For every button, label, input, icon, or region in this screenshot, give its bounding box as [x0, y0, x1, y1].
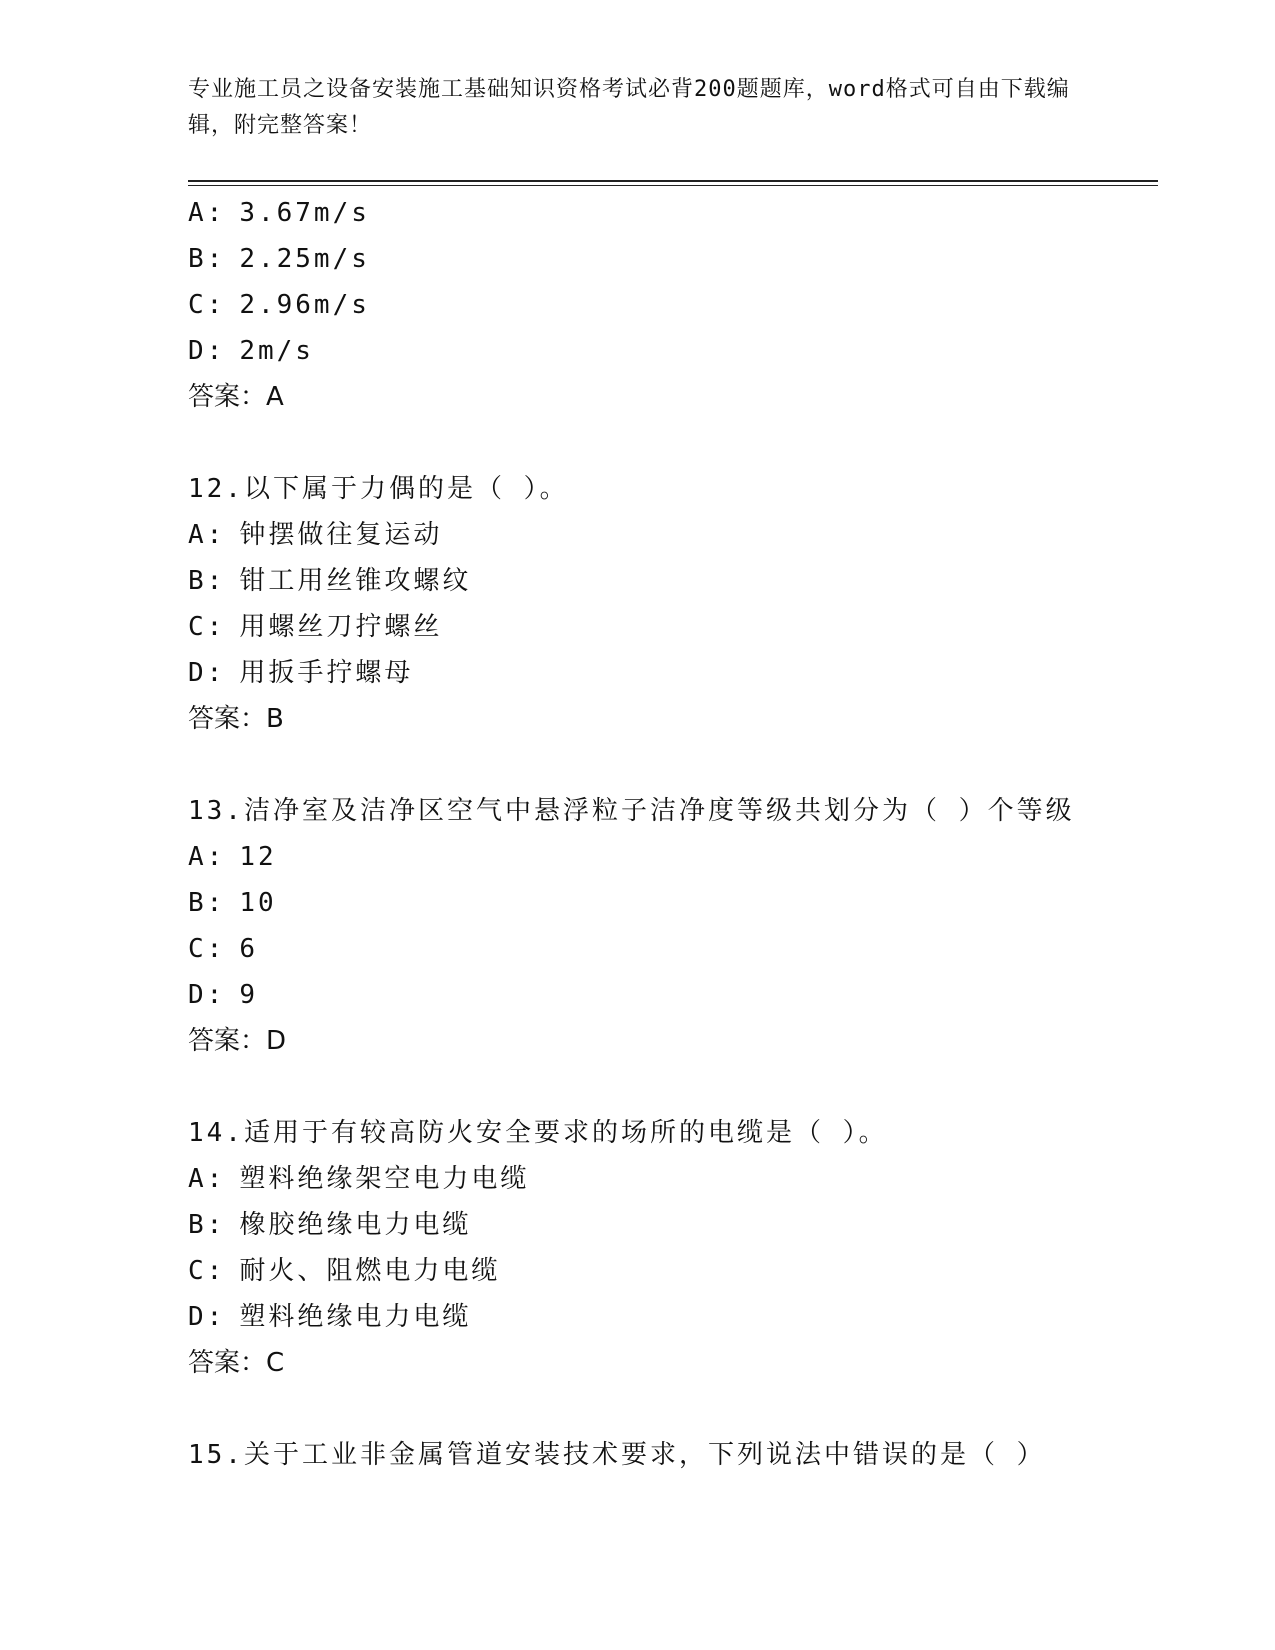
question-11 — [188, 190, 1158, 420]
header-divider — [188, 180, 1158, 182]
option-a: A: 塑料绝缘架空电力电缆 — [188, 1164, 530, 1194]
question-12 — [188, 466, 1158, 742]
answer-label: 答案：B — [188, 704, 284, 734]
answer-label: 答案：D — [188, 1026, 287, 1056]
option-c: C: 2.96m/s — [188, 290, 370, 320]
option-a: A: 3.67m/s — [188, 198, 370, 228]
option-b: B: 2.25m/s — [188, 244, 370, 274]
option-a: A: 钟摆做往复运动 — [188, 520, 443, 550]
option-b: B: 橡胶绝缘电力电缆 — [188, 1210, 472, 1240]
document-title: 专业施工员之设备安装施工基础知识资格考试必背200题题库，word格式可自由下载编辑，附完整答案！ — [188, 77, 1070, 138]
header-divider-thin — [188, 185, 1158, 186]
question-14 — [188, 1110, 1158, 1386]
question-stem: 14.适用于有较高防火安全要求的场所的电缆是（ ）。 — [188, 1118, 888, 1148]
answer-label: 答案：A — [188, 382, 284, 412]
option-d: D: 用扳手拧螺母 — [188, 658, 414, 688]
option-b: B: 钳工用丝锥攻螺纹 — [188, 566, 472, 596]
option-b: B: 10 — [188, 888, 277, 918]
question-15 — [188, 1432, 1158, 1478]
option-c: C: 用螺丝刀拧螺丝 — [188, 612, 443, 642]
option-d: D: 2m/s — [188, 336, 314, 366]
question-stem: 12.以下属于力偶的是（ ）。 — [188, 474, 569, 504]
option-d: D: 塑料绝缘电力电缆 — [188, 1302, 472, 1332]
question-13 — [188, 788, 1158, 1064]
answer-label: 答案：C — [188, 1348, 285, 1378]
option-a: A: 12 — [188, 842, 277, 872]
option-c: C: 6 — [188, 934, 258, 964]
question-list — [188, 190, 1158, 1524]
option-d: D: 9 — [188, 980, 258, 1010]
question-stem: 15.关于工业非金属管道安装技术要求，下列说法中错误的是（ ） — [188, 1440, 1046, 1470]
question-stem: 13.洁净室及洁净区空气中悬浮粒子洁净度等级共划分为（ ）个等级 — [188, 796, 1075, 826]
option-c: C: 耐火、阻燃电力电缆 — [188, 1256, 501, 1286]
